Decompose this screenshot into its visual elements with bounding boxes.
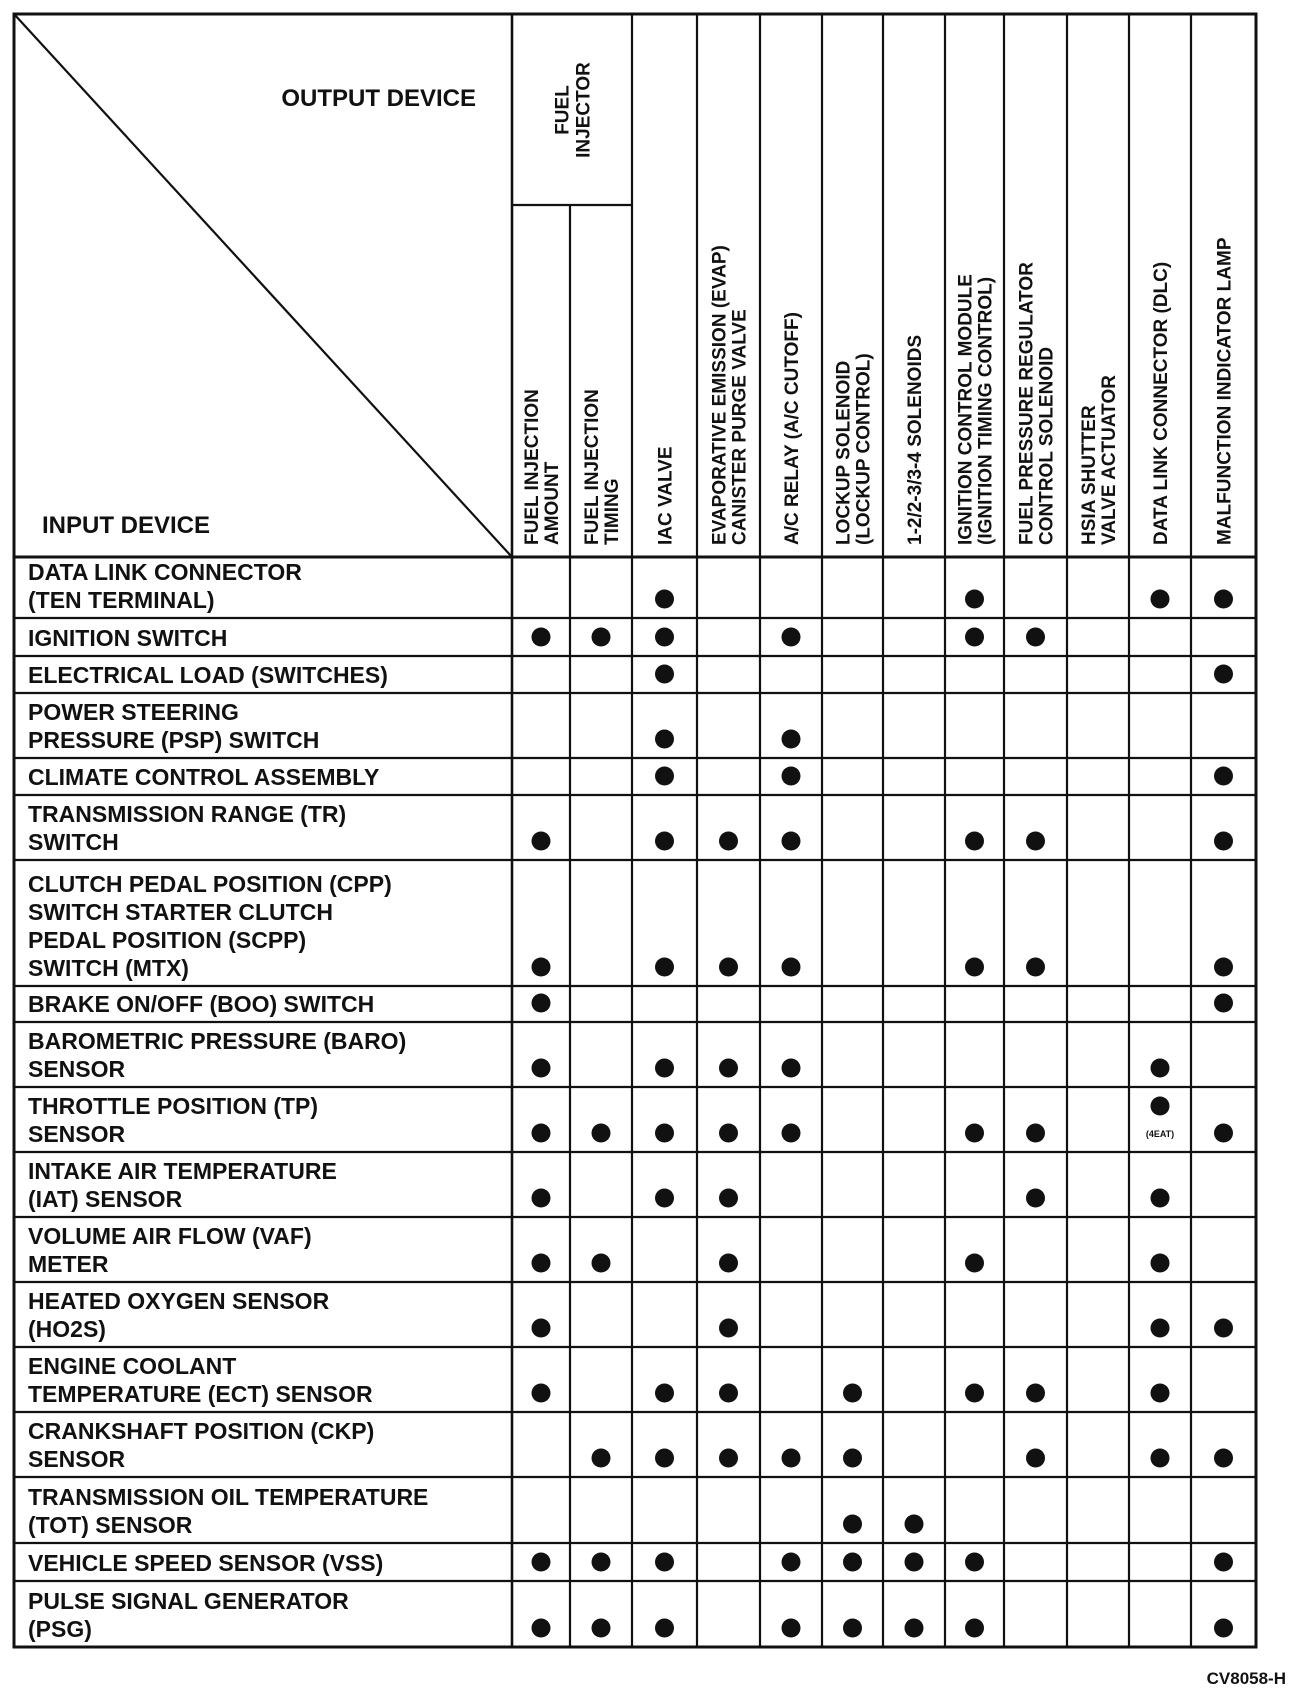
column-header: HSIA SHUTTERVALVE ACTUATOR xyxy=(1079,375,1120,545)
dot-marker xyxy=(592,1124,611,1143)
dot-marker xyxy=(1214,1619,1233,1638)
dot-marker xyxy=(1214,958,1233,977)
dot-marker xyxy=(592,1619,611,1638)
dot-marker xyxy=(782,1124,801,1143)
dot-marker xyxy=(655,1059,674,1078)
dot-marker xyxy=(1214,590,1233,609)
dot-marker xyxy=(592,1449,611,1468)
dot-marker xyxy=(965,1553,984,1572)
dot-marker xyxy=(1151,1189,1170,1208)
dot-marker xyxy=(965,628,984,647)
dot-marker xyxy=(655,958,674,977)
dot-marker xyxy=(719,1254,738,1273)
dot-marker xyxy=(905,1515,924,1534)
row-label: IGNITION SWITCH xyxy=(28,625,228,651)
dot-marker xyxy=(719,958,738,977)
dot-marker xyxy=(965,832,984,851)
dot-marker xyxy=(843,1619,862,1638)
dot-marker xyxy=(782,1059,801,1078)
dot-marker xyxy=(905,1619,924,1638)
dot-marker xyxy=(1151,1097,1170,1116)
cell-note: (4EAT) xyxy=(1145,1129,1175,1139)
dot-marker xyxy=(843,1515,862,1534)
dot-marker xyxy=(1214,1553,1233,1572)
dot-marker xyxy=(1026,1449,1045,1468)
row-label: ENGINE COOLANT TEMPERATURE (ECT) SENSOR xyxy=(28,1353,373,1407)
dot-marker xyxy=(1214,994,1233,1013)
dot-marker xyxy=(592,1254,611,1273)
column-header: EVAPORATIVE EMISSION (EVAP)CANISTER PURGE VALVE xyxy=(709,245,751,545)
column-header: FUEL PRESSURE REGULATORCONTROL SOLENOID xyxy=(1016,262,1058,545)
dot-marker xyxy=(719,1124,738,1143)
row-label: DATA LINK CONNECTOR (TEN TERMINAL) xyxy=(28,559,302,613)
dot-marker xyxy=(1214,832,1233,851)
dot-marker xyxy=(965,1124,984,1143)
dot-marker xyxy=(1151,1384,1170,1403)
column-header: IAC VALVE xyxy=(655,446,677,545)
column-header: A/C RELAY (A/C CUTOFF) xyxy=(782,312,803,545)
row-label: CRANKSHAFT POSITION (CKP) SENSOR xyxy=(28,1418,375,1472)
column-header: IGNITION CONTROL MODULE(IGNITION TIMING CONTROL) xyxy=(955,274,997,545)
dot-marker xyxy=(532,1553,551,1572)
row-label: VEHICLE SPEED SENSOR (VSS) xyxy=(28,1550,384,1576)
dot-marker xyxy=(782,1449,801,1468)
input-device-label: INPUT DEVICE xyxy=(42,512,211,539)
column-header: FUEL INJECTIONAMOUNT xyxy=(522,389,563,545)
dot-marker xyxy=(782,1553,801,1572)
dot-marker xyxy=(965,958,984,977)
dot-marker xyxy=(655,730,674,749)
dot-marker xyxy=(1214,1319,1233,1338)
dot-marker xyxy=(965,1384,984,1403)
dot-marker xyxy=(782,767,801,786)
dot-marker xyxy=(1026,832,1045,851)
dot-marker xyxy=(655,1449,674,1468)
dot-marker xyxy=(532,1059,551,1078)
dot-marker xyxy=(655,628,674,647)
dot-marker xyxy=(532,1384,551,1403)
row-label: HEATED OXYGEN SENSOR (HO2S) xyxy=(28,1288,330,1342)
dot-marker xyxy=(1151,1449,1170,1468)
dot-marker xyxy=(1026,628,1045,647)
dot-marker xyxy=(843,1449,862,1468)
dot-marker xyxy=(655,1124,674,1143)
dot-marker xyxy=(1151,1059,1170,1078)
row-label: PULSE SIGNAL GENERATOR (PSG) xyxy=(28,1588,349,1642)
dot-marker xyxy=(782,730,801,749)
dot-marker xyxy=(1151,1254,1170,1273)
dot-marker xyxy=(532,994,551,1013)
dot-marker xyxy=(655,665,674,684)
dot-marker xyxy=(719,1449,738,1468)
dot-marker xyxy=(532,1124,551,1143)
dot-marker xyxy=(1026,1189,1045,1208)
dot-marker xyxy=(843,1553,862,1572)
row-label: THROTTLE POSITION (TP) SENSOR xyxy=(28,1093,319,1147)
dot-marker xyxy=(532,832,551,851)
row-label: TRANSMISSION RANGE (TR) SWITCH xyxy=(28,801,347,855)
dot-marker xyxy=(965,590,984,609)
row-label: ELECTRICAL LOAD (SWITCHES) xyxy=(28,662,388,688)
dot-marker xyxy=(1214,1449,1233,1468)
dot-marker xyxy=(782,1619,801,1638)
dot-marker xyxy=(719,1384,738,1403)
row-label: BRAKE ON/OFF (BOO) SWITCH xyxy=(28,991,375,1017)
dot-marker xyxy=(782,628,801,647)
dot-marker xyxy=(719,1319,738,1338)
dot-marker xyxy=(719,1189,738,1208)
dot-marker xyxy=(905,1553,924,1572)
row-label: CLIMATE CONTROL ASSEMBLY xyxy=(28,764,380,790)
dot-marker xyxy=(592,628,611,647)
row-label: POWER STEERING PRESSURE (PSP) SWITCH xyxy=(28,699,320,753)
dot-marker xyxy=(655,590,674,609)
dot-marker xyxy=(655,832,674,851)
dot-marker xyxy=(655,1619,674,1638)
dot-marker xyxy=(1214,665,1233,684)
dot-marker xyxy=(1026,1124,1045,1143)
dot-marker xyxy=(532,1254,551,1273)
dot-marker xyxy=(532,628,551,647)
dot-marker xyxy=(1214,1124,1233,1143)
column-header: FUEL INJECTIONTIMING xyxy=(582,389,623,545)
dot-marker xyxy=(719,1059,738,1078)
dot-marker xyxy=(655,767,674,786)
dot-marker xyxy=(592,1553,611,1572)
dot-marker xyxy=(532,1319,551,1338)
row-label: CLUTCH PEDAL POSITION (CPP) SWITCH STARTER CLUTCH PEDAL POSITION (SCPP) SWITCH (MTX) xyxy=(28,871,392,981)
column-header: 1-2/2-3/3-4 SOLENOIDS xyxy=(905,334,926,545)
dot-marker xyxy=(532,958,551,977)
column-header: MALFUNCTION INDICATOR LAMP xyxy=(1214,237,1236,545)
dot-marker xyxy=(655,1553,674,1572)
dot-marker xyxy=(1151,590,1170,609)
column-header: LOCKUP SOLENOID(LOCKUP CONTROL) xyxy=(833,353,875,545)
dot-marker xyxy=(532,1189,551,1208)
dot-marker xyxy=(782,958,801,977)
dot-marker xyxy=(655,1384,674,1403)
output-device-label: OUTPUT DEVICE xyxy=(281,85,476,112)
dot-marker xyxy=(1151,1319,1170,1338)
dot-marker xyxy=(1214,767,1233,786)
dot-marker xyxy=(719,832,738,851)
column-header: DATA LINK CONNECTOR (DLC) xyxy=(1151,261,1172,545)
row-label: INTAKE AIR TEMPERATURE (IAT) SENSOR xyxy=(28,1158,337,1212)
fuel-injector-group-label: FUELINJECTOR xyxy=(552,62,595,158)
dot-marker xyxy=(1026,1384,1045,1403)
figure-id: CV8058-H xyxy=(1206,1669,1286,1688)
row-label: VOLUME AIR FLOW (VAF) METER xyxy=(28,1223,312,1277)
dot-marker xyxy=(843,1384,862,1403)
dot-marker xyxy=(965,1254,984,1273)
dot-marker xyxy=(782,832,801,851)
row-label: TRANSMISSION OIL TEMPERATURE (TOT) SENSOR xyxy=(28,1484,429,1538)
dot-marker xyxy=(1026,958,1045,977)
dot-marker xyxy=(965,1619,984,1638)
dot-marker xyxy=(655,1189,674,1208)
row-label: BAROMETRIC PRESSURE (BARO) SENSOR xyxy=(28,1028,407,1082)
dot-marker xyxy=(532,1619,551,1638)
